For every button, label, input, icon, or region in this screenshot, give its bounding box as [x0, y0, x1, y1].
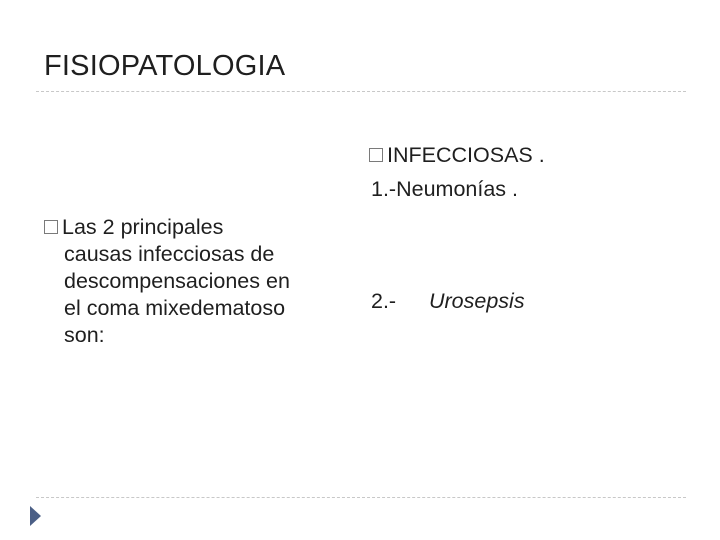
slide-title: FISIOPATOLOGIA	[44, 50, 286, 82]
left-line-4: el coma mixedematoso	[64, 296, 286, 320]
infecciosas-heading	[369, 142, 545, 168]
square-bullet-icon	[44, 220, 58, 234]
left-first-line	[44, 214, 290, 241]
item-neumonias: 1.-Neumonías .	[371, 177, 518, 201]
title-divider	[36, 91, 686, 92]
item-urosepsis	[371, 288, 525, 314]
left-line-5: son:	[64, 323, 105, 347]
infecciosas-label: INFECCIOSAS .	[387, 143, 545, 167]
left-line-1: Las 2 principales	[62, 215, 224, 239]
left-line-2: causas infecciosas de	[64, 242, 275, 266]
square-bullet-icon	[369, 148, 383, 162]
play-arrow-icon[interactable]	[30, 506, 41, 526]
left-line-3: descompensaciones en	[64, 269, 290, 293]
left-bullet-paragraph	[44, 214, 290, 349]
item-urosepsis-number: 2.-	[371, 289, 397, 313]
item-urosepsis-text: Urosepsis	[429, 289, 525, 313]
footer-divider	[36, 497, 686, 498]
